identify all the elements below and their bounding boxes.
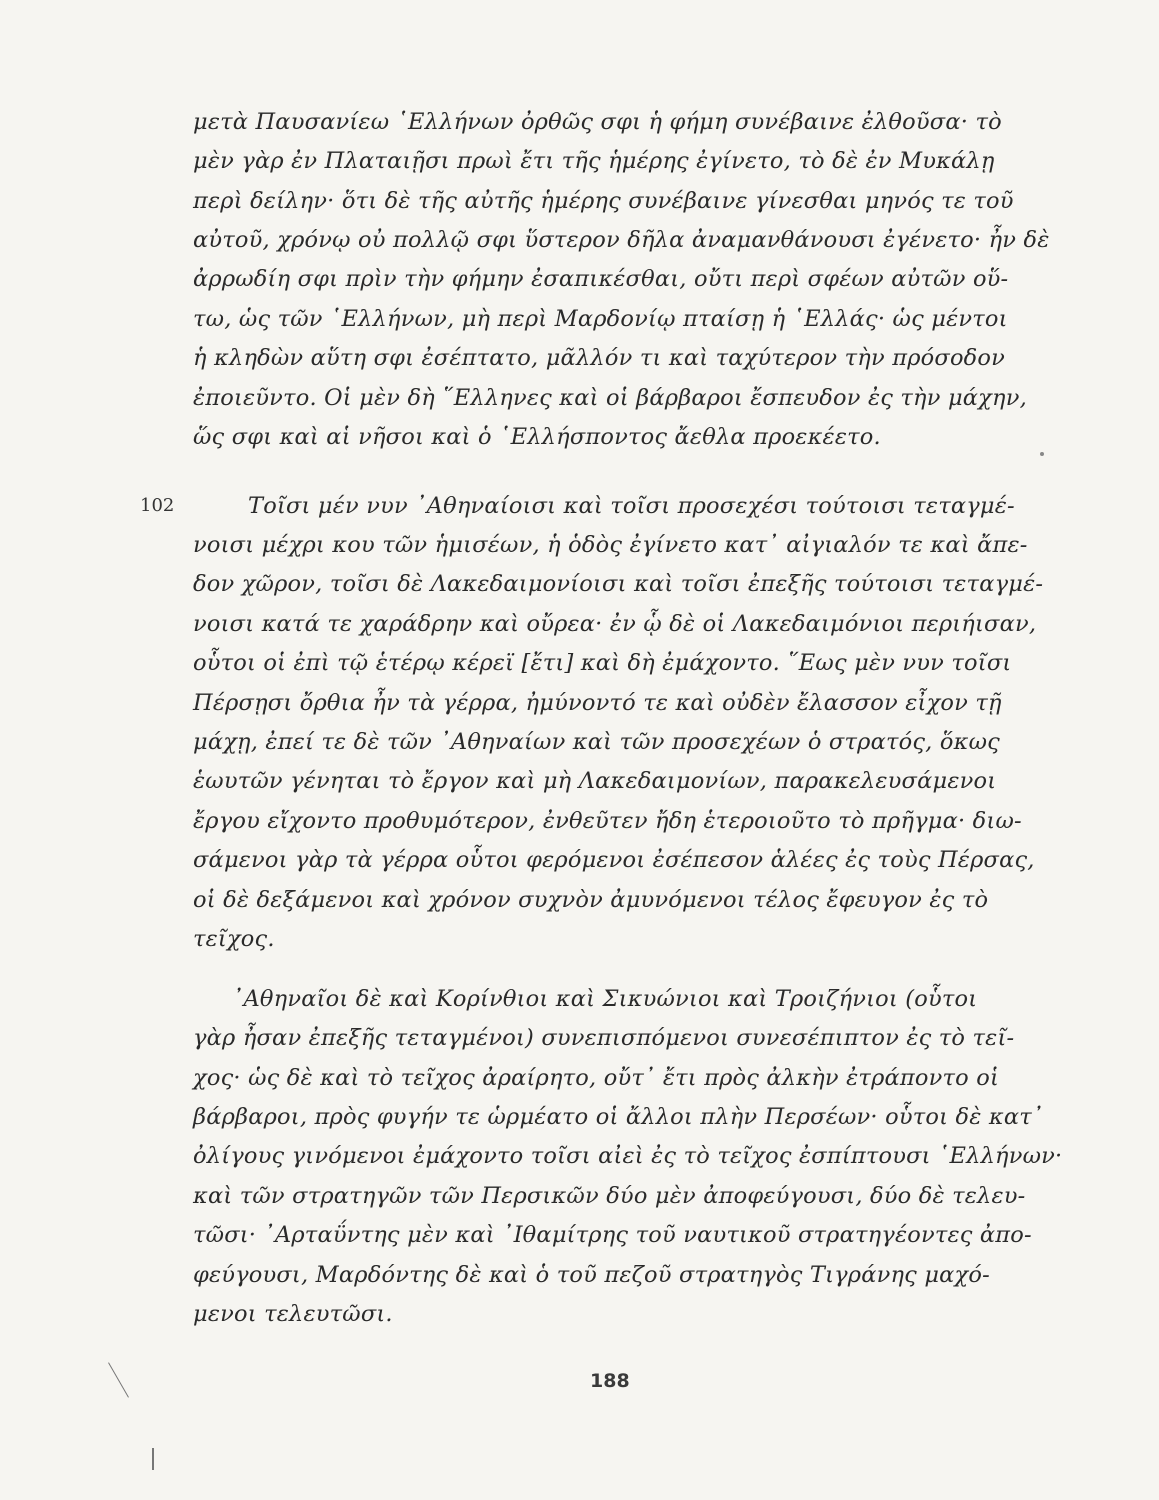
text-line: τῶσι· ᾿Αρταΰντης μὲν καὶ ᾿Ιθαμίτρης τοῦ ναυτικοῦ στρατηγέοντες ἀπο- (193, 1222, 1032, 1248)
text-line: ὀλίγους γινόμενοι ἐμάχοντο τοῖσι αἰεὶ ἐς τὸ τεῖχος ἐσπίπτουσι ῾Ελλήνων· (193, 1143, 1063, 1169)
text-line: ἡ κληδὼν αὕτη σφι ἐσέπτατο, μᾶλλόν τι καὶ ταχύτερον τὴν πρόσοδον (193, 345, 1006, 371)
text-line: ᾿Αθηναῖοι δὲ καὶ Κορίνθιοι καὶ Σικυώνιοι καὶ Τροιζήνιοι (οὗτοι (232, 986, 978, 1012)
text-line: ὥς σφι καὶ αἱ νῆσοι καὶ ὁ ῾Ελλήσποντος ἄεθλα προεκέετο. (193, 424, 881, 450)
text-line: μετὰ Παυσανίεω ῾Ελλήνων ὀρθῶς σφι ἡ φήμη συνέβαινε ἐλθοῦσα· τὸ (193, 109, 1002, 135)
text-line: οὗτοι οἱ ἐπὶ τῷ ἑτέρῳ κέρεϊ [ἔτι] καὶ δὴ ἐμάχοντο. ῞Εως μὲν νυν τοῖσι (193, 650, 1012, 676)
text-line: ἐποιεῦντο. Οἱ μὲν δὴ ῞Ελληνες καὶ οἱ βάρβαροι ἔσπευδον ἐς τὴν μάχην, (193, 385, 1027, 411)
page-number: 188 (590, 1370, 630, 1392)
margin-scan-mark (152, 1448, 154, 1470)
text-line: μάχῃ, ἐπεί τε δὲ τῶν ᾿Αθηναίων καὶ τῶν προσεχέων ὁ στρατός, ὅκως (193, 729, 1000, 755)
text-line: σάμενοι γὰρ τὰ γέρρα οὗτοι φερόμενοι ἐσέπεσον ἁλέες ἐς τοὺς Πέρσας, (193, 847, 1035, 873)
margin-scan-mark (108, 1362, 129, 1397)
text-line: μενοι τελευτῶσι. (193, 1301, 393, 1327)
text-line: τω, ὡς τῶν ῾Ελλήνων, μὴ περὶ Μαρδονίῳ πταίσῃ ἡ ῾Ελλάς· ὡς μέντοι (193, 306, 1008, 332)
text-line: νοισι κατά τε χαράδρην καὶ οὔρεα· ἐν ᾧ δὲ οἱ Λακεδαιμόνιοι περιήισαν, (193, 611, 1037, 637)
text-line: ἔργου εἴχοντο προθυμότερον, ἐνθεῦτεν ἤδη ἑτεροιοῦτο τὸ πρῆγμα· διω- (193, 808, 1022, 834)
text-line: νοισι μέχρι κου τῶν ἡμισέων, ἡ ὁδὸς ἐγίνετο κατ᾿ αἰγιαλόν τε καὶ ἄπε- (193, 532, 1028, 558)
text-line: ἑωυτῶν γένηται τὸ ἔργον καὶ μὴ Λακεδαιμονίων, παρακελευσάμενοι (193, 768, 997, 794)
text-line: τεῖχος. (193, 926, 275, 952)
text-line: περὶ δείλην· ὅτι δὲ τῆς αὐτῆς ἡμέρης συνέβαινε γίνεσθαι μηνός τε τοῦ (193, 188, 1014, 214)
text-line: Τοῖσι μέν νυν ᾿Αθηναίοισι καὶ τοῖσι προσεχέσι τούτοισι τεταγμέ- (248, 493, 1015, 519)
text-line: καὶ τῶν στρατηγῶν τῶν Περσικῶν δύο μὲν ἀποφεύγουσι, δύο δὲ τελευ- (193, 1183, 1026, 1209)
text-line: μὲν γὰρ ἐν Πλαταιῇσι πρωὶ ἔτι τῆς ἡμέρης ἐγίνετο, τὸ δὲ ἐν Μυκάλῃ (193, 148, 995, 174)
text-line: οἱ δὲ δεξάμενοι καὶ χρόνον συχνὸν ἀμυνόμενοι τέλος ἔφευγον ἐς τὸ (193, 887, 989, 913)
text-line: δον χῶρον, τοῖσι δὲ Λακεδαιμονίοισι καὶ τοῖσι ἐπεξῆς τούτοισι τεταγμέ- (193, 571, 1044, 597)
text-line: γὰρ ἦσαν ἐπεξῆς τεταγμένοι) συνεπισπόμενοι συνεσέπιπτον ἐς τὸ τεῖ- (193, 1025, 1015, 1051)
text-line: βάρβαροι, πρὸς φυγήν τε ὡρμέατο οἱ ἄλλοι πλὴν Περσέων· οὗτοι δὲ κατ᾿ (193, 1104, 1044, 1130)
text-line: Πέρσῃσι ὄρθια ἦν τὰ γέρρα, ἠμύνοντό τε καὶ οὐδὲν ἔλασσον εἶχον τῇ (193, 690, 1002, 716)
text-line: χος· ὡς δὲ καὶ τὸ τεῖχος ἀραίρητο, οὔτ᾿ ἔτι πρὸς ἀλκὴν ἐτράποντο οἱ (193, 1065, 1000, 1091)
text-line: ἀρρωδίη σφι πρὶν τὴν φήμην ἐσαπικέσθαι, οὔτι περὶ σφέων αὐτῶν οὕ- (193, 266, 1009, 292)
scan-speck (1040, 452, 1044, 456)
text-line: φεύγουσι, Μαρδόντης δὲ καὶ ὁ τοῦ πεζοῦ στρατηγὸς Τιγράνης μαχό- (193, 1262, 990, 1288)
text-line: αὐτοῦ, χρόνῳ οὐ πολλῷ σφι ὕστερον δῆλα ἀναμανθάνουσι ἐγένετο· ἦν δὲ (193, 227, 1050, 253)
section-number: 102 (140, 495, 175, 516)
